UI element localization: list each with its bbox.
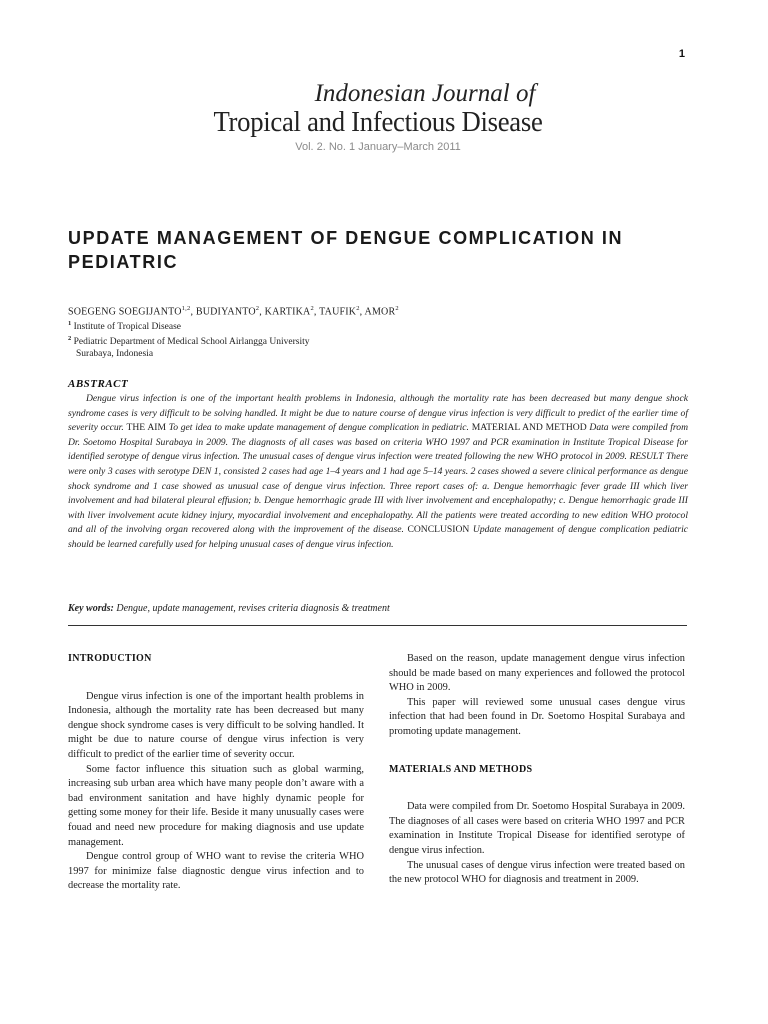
introduction-paragraph: This paper will reviewed some unusual cases dengue virus infection that had been found in Dr. Soetomo Hospital Surabaya and promoting update management. xyxy=(389,696,685,737)
right-column xyxy=(389,652,685,888)
affiliation-mark: 1 xyxy=(68,320,72,327)
left-column xyxy=(68,652,364,894)
author-affiliation-mark: 1,2 xyxy=(181,305,191,312)
author-name: SOEGENG SOEGIJANTO xyxy=(68,306,182,318)
journal-name-line2: Tropical and Infectious Disease xyxy=(213,106,543,138)
affiliation-mark: 2 xyxy=(68,335,72,343)
affiliation xyxy=(68,348,668,360)
author-name: TAUFIK xyxy=(319,306,357,318)
spacer xyxy=(389,740,685,763)
author-name: BUDIYANTO xyxy=(195,306,256,318)
abstract-conclusion-label: CONCLUSION xyxy=(407,524,470,536)
author-affiliation-mark: 2 xyxy=(310,305,314,312)
journal-issue: Vol. 2. No. 1 January–March 2011 xyxy=(295,141,461,153)
author-affiliation-mark: 2 xyxy=(395,305,399,312)
abstract-intro: Dengue virus infection is one of the important health problems in Indonesia, although the mortality rate has been decreased but many dengue shock syndrome cases is very difficult to be solving handled. It might be due to nature course of dengue virus infection is very difficult to predict of the earlier time of severity occur. xyxy=(68,393,688,434)
paper-title: UPDATE MANAGEMENT OF DENGUE COMPLICATION IN PEDIATRIC xyxy=(68,228,624,272)
affiliation-list xyxy=(68,318,668,360)
methods-paragraph: Data were compiled from Dr. Soetomo Hospital Surabaya in 2009. The diagnoses of all cases were based on criteria WHO 1997 and PCR examination in Institute Tropical Disease for identified serotype of dengue virus infection. xyxy=(389,801,685,856)
abstract-conclusion: Update management of dengue complication pediatric should be learned carefully used for helping unusual cases of dengue virus infection. xyxy=(68,524,688,550)
author-affiliation-mark: 2 xyxy=(356,305,360,312)
affiliation xyxy=(68,318,668,333)
abstract-method-label: MATERIAL AND METHOD xyxy=(471,422,587,434)
author-affiliation-mark: 2 xyxy=(255,305,260,312)
introduction-paragraph: Dengue control group of WHO want to revise the criteria WHO 1997 for minimize false diagnostic dengue virus infection and to decrease the mortality rate. xyxy=(68,851,364,892)
affiliation-text: Pediatric Department of Medical School Airlangga University xyxy=(73,337,310,348)
abstract-result-label: RESULT xyxy=(629,451,664,463)
abstract-aim-label: THE AIM xyxy=(126,422,167,434)
abstract-aim: To get idea to make update management of dengue complication in pediatric. xyxy=(168,422,469,434)
methods-paragraph: The unusual cases of dengue virus infection were treated based on the new protocol WHO for diagnosis and treatment in 2009. xyxy=(389,859,685,886)
affiliation xyxy=(68,333,668,348)
section-divider xyxy=(68,625,687,626)
materials-methods-heading: MATERIALS AND METHODS xyxy=(389,763,533,775)
introduction-paragraph: Dengue virus infection is one of the important health problems in Indonesia, although the mortality rate has been decreased but many dengue shock syndrome cases is very difficult to be solving handled. It might be due to nature course of dengue virus infection is very difficult to predict of the earlier time of severity occur. xyxy=(68,690,364,760)
author-list: SOEGENG SOEGIJANTO$^{1,2}$, BUDIYANTO$^2$, KARTIKA$^2$, TAUFIK$^2$, AMOR$^2$ xyxy=(68,305,399,318)
abstract-body xyxy=(68,392,688,553)
author-name: KARTIKA xyxy=(264,306,311,318)
abstract-method: Data were compiled from Dr. Soetomo Hospital Surabaya in 2009. The diagnosts of all cases was based on criteria WHO 1997 and PCR examination in Institute Tropical Disease for identified serotype of dengue virus infection. The unusual cases of dengue virus infection were treated following the new WHO protocol in 2009. xyxy=(68,422,689,463)
keywords xyxy=(68,603,688,614)
introduction-paragraph: Some factor influence this situation such as global warming, increasing sub urban area which have many people don’t aware with a bad environment sanitation and have highly dynamic people for getting some money for their life. Beside it many unusually cases were fouad and need new procedure for making diagnosis and use update management. xyxy=(68,763,364,848)
journal-name-line1: Indonesian Journal of xyxy=(314,80,536,107)
introduction-heading: INTRODUCTION xyxy=(68,653,152,664)
affiliation-text: Institute of Tropical Disease xyxy=(73,322,182,333)
keywords-label: Key words: xyxy=(68,603,114,614)
page-number: 1 xyxy=(678,48,685,60)
affiliation-text: Surabaya, Indonesia xyxy=(76,349,154,360)
keywords-text: Dengue, update management, revises criteria diagnosis & treatment xyxy=(116,603,390,614)
author-name: AMOR xyxy=(364,306,396,318)
introduction-paragraph: Based on the reason, update management dengue virus infection should be made based on many experiences and followed the protocol WHO in 2009. xyxy=(389,653,685,694)
abstract-heading: ABSTRACT xyxy=(68,378,129,390)
abstract-result: There were only 3 cases with serotype DEN 1, consisted 2 cases had age 1–4 years and 1 had age 5–14 years. 2 cases showed a severe clinical performance as dengue shock syndrome and 1 case showed as unusual case of dengue virus infection. Three report cases of: a. Dengue hemorrhagic fever grade III which liver involvement and had bilateral pleural effusion; b. Dengue hemorrhagic grade III with liver involvement and encephalopathy; c. Dengue hemorrhagic grade III with liver involvement acute kidney injury, myocardial involvement and encephalopathy. All the patients were treated according to new edition WHO protocol and all of the involving organ recovered along with the improvement of the disease. xyxy=(68,451,688,536)
